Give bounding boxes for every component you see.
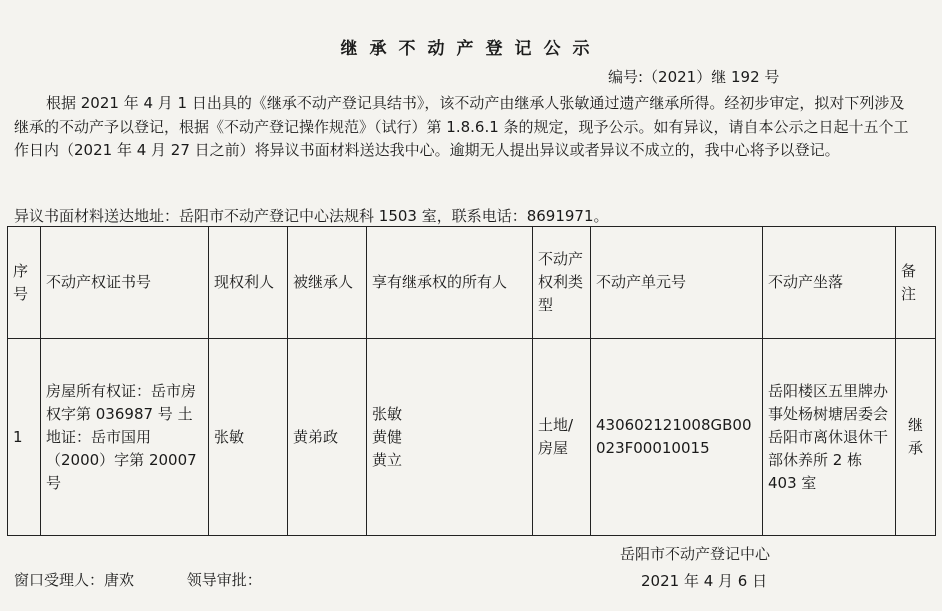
property-table [7,226,936,536]
heir-name: 张敏 [372,404,403,423]
cell-decedent: 黄弟政 [288,339,367,536]
header-decedent: 被继承人 [288,227,367,339]
header-location: 不动产坐落 [763,227,896,339]
cell-cert: 房屋所有权证：岳市房权字第 036987 号 土地证：岳市国用（2000）字第 20007 号 [41,339,209,536]
notice-title: 继承不动产登记公示 [340,39,602,59]
header-remark: 备注 [896,227,936,339]
header-unit: 不动产单元号 [591,227,763,339]
objection-address: 异议书面材料送达地址：岳阳市不动产登记中心法规科 1503 室，联系电话：8691971。 [14,207,609,225]
cell-heirs [367,339,533,536]
cell-remark: 继承 [896,339,936,536]
table-row [8,339,936,536]
cell-owner: 张敏 [209,339,288,536]
heir-name: 黄健 [372,427,403,446]
leader-approval: 领导审批： [186,571,262,589]
header-right-type: 不动产权利类型 [533,227,591,339]
notice-paragraph: 根据 2021 年 4 月 1 日出具的《继承不动产登记具结书》，该不动产由继承人张敏通过遗产继承所得。经初步审定，拟对下列涉及继承的不动产予以登记，根据《不动产登记操作规范》（试行）第 1.8.6.1 条的规定，现予公示。如有异议，请自本公示之日起十五个工作日内（2021 年 4 月 27 日之前）将异议书面材料送达我中心。逾期无人提出异议或者异议不成立的，我中心将予以登记。 [14,94,909,159]
header-cert: 不动产权证书号 [41,227,209,339]
heir-name: 黄立 [372,450,403,469]
issuing-org: 岳阳市不动产登记中心 [620,545,771,563]
header-owner: 现权利人 [209,227,288,339]
window-clerk: 窗口受理人：唐欢 [14,571,135,589]
cell-right-type: 土地/房屋 [533,339,591,536]
notice-number: 编号:（2021）继 192 号 [608,68,780,86]
cell-location: 岳阳楼区五里牌办事处杨树塘居委会岳阳市离休退休干部休养所 2 栋 403 室 [763,339,896,536]
cell-seq: 1 [8,339,41,536]
cell-unit: 430602121008GB00023F00010015 [591,339,763,536]
footer-signatures [14,569,310,590]
header-heirs: 享有继承权的所有人 [367,227,533,339]
header-seq: 序号 [8,227,41,339]
issue-date: 2021 年 4 月 6 日 [641,572,768,590]
table-header-row [8,227,936,339]
